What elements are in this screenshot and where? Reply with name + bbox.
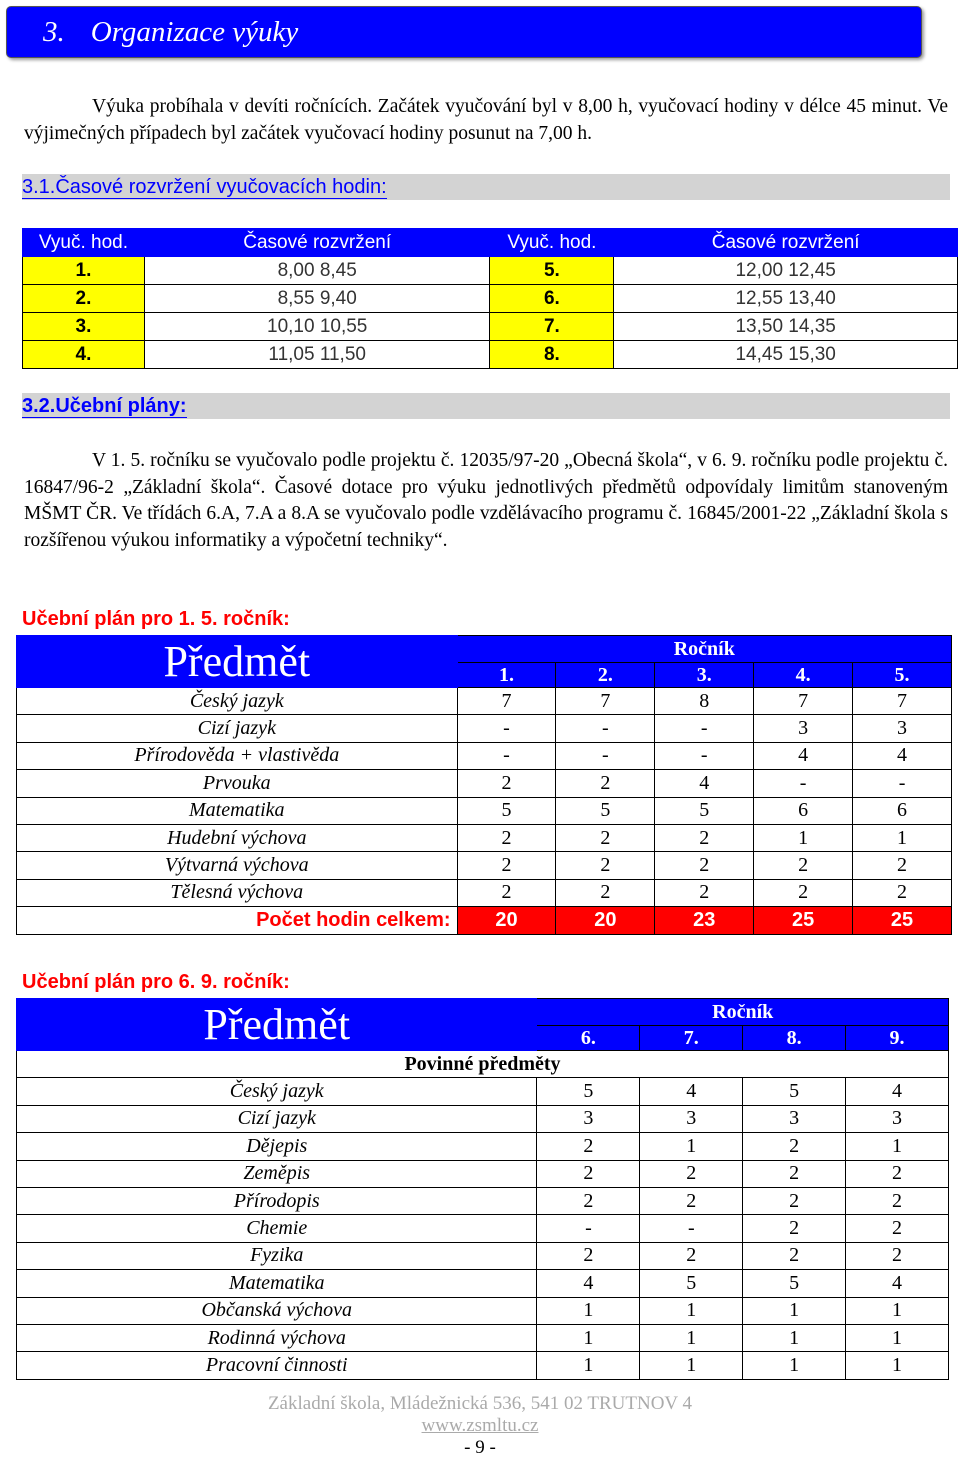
schedule-time-cell: 14,45 15,30 xyxy=(614,341,958,369)
plan2-value-cell: 3 xyxy=(640,1105,743,1132)
plan1-subject-header: Předmět xyxy=(17,636,458,688)
plan1-grade-label: 4. xyxy=(754,663,853,688)
schedule-hour-cell: 5. xyxy=(490,257,614,285)
plan2-value-cell: 2 xyxy=(537,1242,640,1269)
plan1-total-value: 20 xyxy=(457,907,556,934)
plan1-row xyxy=(17,770,952,797)
plan2-value-cell: 2 xyxy=(743,1215,846,1242)
plan2-value-cell: 1 xyxy=(537,1324,640,1351)
plan1-value-cell: - xyxy=(457,742,556,769)
plan1-subject-cell: Cizí jazyk xyxy=(17,715,458,742)
plan2-value-cell: 1 xyxy=(537,1352,640,1379)
plan1-value-cell: 1 xyxy=(853,824,952,851)
plan1-grade-header: Ročník xyxy=(457,636,951,663)
plan1-value-cell: 4 xyxy=(655,770,754,797)
schedule-time-cell: 11,05 11,50 xyxy=(144,341,490,369)
schedule-hour-cell: 4. xyxy=(23,341,145,369)
plan2-grade-label: 7. xyxy=(640,1026,743,1051)
plan2-grade-label: 9. xyxy=(846,1026,949,1051)
plan1-total-value: 25 xyxy=(754,907,853,934)
plan1-row xyxy=(17,879,952,906)
schedule-header-row xyxy=(23,229,958,257)
plan2-value-cell: 2 xyxy=(537,1160,640,1187)
plan1-value-cell: - xyxy=(655,742,754,769)
schedule-time-cell: 10,10 10,55 xyxy=(144,313,490,341)
plan2-value-cell: 2 xyxy=(640,1160,743,1187)
plan2-subject-cell: Přírodopis xyxy=(17,1187,537,1214)
footer-school: Základní škola, Mládežnická 536, 541 02 TRUTNOV 4 xyxy=(267,1393,693,1414)
plan2-row xyxy=(17,1297,949,1324)
schedule-row xyxy=(23,285,958,313)
plan2-value-cell: 3 xyxy=(846,1105,949,1132)
subheading-plans: 3.2.Učební plány: xyxy=(22,393,950,419)
plan1-total-row xyxy=(17,907,952,934)
plan2-value-cell: 5 xyxy=(537,1078,640,1105)
subheading-schedule: 3.1.Časové rozvržení vyučovacích hodin: xyxy=(22,174,950,200)
plan2-subject-cell: Dějepis xyxy=(17,1133,537,1160)
plan2-value-cell: 5 xyxy=(640,1270,743,1297)
plan2-row xyxy=(17,1187,949,1214)
plan2-title: Učební plán pro 6. 9. ročník: xyxy=(22,971,290,993)
plan2-row xyxy=(17,1133,949,1160)
section-title-text: Organizace výuky xyxy=(90,15,299,48)
plan2-value-cell: 2 xyxy=(846,1215,949,1242)
plan1-value-cell: - xyxy=(655,715,754,742)
plan2-value-cell: 2 xyxy=(846,1242,949,1269)
plan1-value-cell: 3 xyxy=(853,715,952,742)
plan1-value-cell: 6 xyxy=(754,797,853,824)
plan1-value-cell: 2 xyxy=(457,879,556,906)
plan2-subject-cell: Fyzika xyxy=(17,1242,537,1269)
plan2-value-cell: 1 xyxy=(846,1352,949,1379)
schedule-time-cell: 13,50 14,35 xyxy=(614,313,958,341)
plan1-grade-label: 2. xyxy=(556,663,655,688)
plan2-row xyxy=(17,1215,949,1242)
plan2-row xyxy=(17,1105,949,1132)
plan1-value-cell: 2 xyxy=(556,770,655,797)
schedule-header: Časové rozvržení xyxy=(614,229,958,257)
plan2-value-cell: 1 xyxy=(743,1352,846,1379)
plan1-row xyxy=(17,688,952,715)
plan1-value-cell: 2 xyxy=(457,824,556,851)
plan2-subject-cell: Matematika xyxy=(17,1270,537,1297)
plan2-subject-cell: Chemie xyxy=(17,1215,537,1242)
footer-url[interactable]: www.zsmltu.cz xyxy=(421,1415,539,1436)
plan1-table xyxy=(16,635,952,935)
plan1-total-value: 25 xyxy=(853,907,952,934)
plan2-value-cell: 2 xyxy=(743,1242,846,1269)
schedule-header: Časové rozvržení xyxy=(144,229,490,257)
plan2-subject-cell: Zeměpis xyxy=(17,1160,537,1187)
plan2-row xyxy=(17,1078,949,1105)
plan2-value-cell: - xyxy=(537,1215,640,1242)
plan2-value-cell: 2 xyxy=(537,1187,640,1214)
plan1-total-value: 20 xyxy=(556,907,655,934)
plan1-subject-cell: Hudební výchova xyxy=(17,824,458,851)
plan1-row xyxy=(17,742,952,769)
plan1-subject-cell: Tělesná výchova xyxy=(17,879,458,906)
plan1-row xyxy=(17,797,952,824)
plan1-value-cell: 2 xyxy=(655,879,754,906)
plan2-value-cell: 3 xyxy=(537,1105,640,1132)
plan2-value-cell: 4 xyxy=(537,1270,640,1297)
plan1-value-cell: 2 xyxy=(853,852,952,879)
schedule-hour-cell: 3. xyxy=(23,313,145,341)
plan2-table xyxy=(16,998,949,1380)
plan2-value-cell: 1 xyxy=(640,1133,743,1160)
plan2-subject-header: Předmět xyxy=(17,999,537,1051)
plan1-value-cell: - xyxy=(457,715,556,742)
plan2-grade-label: 8. xyxy=(743,1026,846,1051)
plan1-value-cell: 7 xyxy=(754,688,853,715)
plan2-section-label: Povinné předměty xyxy=(17,1051,949,1078)
plan2-value-cell: 1 xyxy=(743,1297,846,1324)
plan1-value-cell: 8 xyxy=(655,688,754,715)
plan2-subject-cell: Pracovní činnosti xyxy=(17,1352,537,1379)
footer xyxy=(0,1393,960,1459)
plan1-value-cell: 7 xyxy=(556,688,655,715)
plans-paragraph: V 1. 5. ročníku se vyučovalo podle projektu č. 12035/97-20 „Obecná škola“, v 6. 9. ročníku podle projektu č. 16847/96-2 „Základní škola“. Časové dotace pro výuku jednotlivých předmětů odpovídaly limitům stanoveným MŠMT ČR. Ve třídách 6.A, 7.A a 8.A se vyučovalo podle vzdělávacího programu č. 16845/2001-22 „Základní škola s rozšířenou výukou informatiky a výpočetní techniky“. xyxy=(24,450,948,551)
plan2-value-cell: 2 xyxy=(743,1187,846,1214)
plan2-section-row xyxy=(17,1051,949,1078)
plan1-value-cell: - xyxy=(853,770,952,797)
plan2-value-cell: 4 xyxy=(640,1078,743,1105)
plan1-value-cell: 2 xyxy=(556,824,655,851)
schedule-hour-cell: 2. xyxy=(23,285,145,313)
plan2-row xyxy=(17,1324,949,1351)
plan2-value-cell: 2 xyxy=(743,1160,846,1187)
plan1-value-cell: 6 xyxy=(853,797,952,824)
plan1-value-cell: 2 xyxy=(754,879,853,906)
plan2-subject-cell: Občanská výchova xyxy=(17,1297,537,1324)
section-number: 3. xyxy=(43,15,65,48)
plan1-value-cell: 5 xyxy=(457,797,556,824)
schedule-header: Vyuč. hod. xyxy=(490,229,614,257)
plan1-total-label: Počet hodin celkem: xyxy=(17,907,458,934)
plan2-value-cell: 2 xyxy=(846,1187,949,1214)
plan1-value-cell: 2 xyxy=(754,852,853,879)
schedule-time-cell: 12,00 12,45 xyxy=(614,257,958,285)
plan2-value-cell: 1 xyxy=(846,1133,949,1160)
plan1-value-cell: 2 xyxy=(556,852,655,879)
plan2-grade-label: 6. xyxy=(537,1026,640,1051)
plan2-value-cell: 3 xyxy=(743,1105,846,1132)
plan1-value-cell: 2 xyxy=(655,824,754,851)
schedule-hour-cell: 8. xyxy=(490,341,614,369)
plan1-value-cell: - xyxy=(754,770,853,797)
schedule-row xyxy=(23,257,958,285)
schedule-time-cell: 8,00 8,45 xyxy=(144,257,490,285)
schedule-time-cell: 12,55 13,40 xyxy=(614,285,958,313)
plan2-value-cell: 1 xyxy=(537,1297,640,1324)
plan1-value-cell: 4 xyxy=(853,742,952,769)
plan1-value-cell: 3 xyxy=(754,715,853,742)
plan1-subject-cell: Matematika xyxy=(17,797,458,824)
plan2-value-cell: 1 xyxy=(743,1324,846,1351)
page-number: - 9 - xyxy=(464,1437,496,1458)
plan2-value-cell: 1 xyxy=(846,1297,949,1324)
plan2-subject-cell: Český jazyk xyxy=(17,1078,537,1105)
section-title xyxy=(6,6,922,58)
plan1-value-cell: 2 xyxy=(457,852,556,879)
plan1-value-cell: 2 xyxy=(853,879,952,906)
plan2-value-cell: 1 xyxy=(846,1324,949,1351)
schedule-hour-cell: 1. xyxy=(23,257,145,285)
plan1-grade-label: 1. xyxy=(457,663,556,688)
plan1-row xyxy=(17,715,952,742)
plan1-value-cell: 5 xyxy=(556,797,655,824)
plan1-subject-cell: Výtvarná výchova xyxy=(17,852,458,879)
plan1-row xyxy=(17,852,952,879)
schedule-time-cell: 8,55 9,40 xyxy=(144,285,490,313)
plan2-value-cell: 4 xyxy=(846,1270,949,1297)
plan1-value-cell: 4 xyxy=(754,742,853,769)
plan2-grade-header: Ročník xyxy=(537,999,949,1026)
plan1-value-cell: 2 xyxy=(457,770,556,797)
plan2-row xyxy=(17,1352,949,1379)
plan2-row xyxy=(17,1270,949,1297)
plan2-value-cell: - xyxy=(640,1215,743,1242)
plan1-value-cell: - xyxy=(556,742,655,769)
plan2-value-cell: 2 xyxy=(640,1187,743,1214)
plan1-value-cell: - xyxy=(556,715,655,742)
plan2-value-cell: 5 xyxy=(743,1270,846,1297)
plan2-value-cell: 1 xyxy=(640,1352,743,1379)
plan2-value-cell: 4 xyxy=(846,1078,949,1105)
plan1-row xyxy=(17,824,952,851)
plan1-value-cell: 7 xyxy=(457,688,556,715)
plan1-value-cell: 1 xyxy=(754,824,853,851)
schedule-header: Vyuč. hod. xyxy=(23,229,145,257)
schedule-table xyxy=(22,228,958,369)
plan1-value-cell: 7 xyxy=(853,688,952,715)
plan2-value-cell: 2 xyxy=(640,1242,743,1269)
plan2-value-cell: 1 xyxy=(640,1297,743,1324)
plan2-row xyxy=(17,1242,949,1269)
schedule-hour-cell: 7. xyxy=(490,313,614,341)
plan1-value-cell: 5 xyxy=(655,797,754,824)
plan2-subject-cell: Cizí jazyk xyxy=(17,1105,537,1132)
plan2-subject-cell: Rodinná výchova xyxy=(17,1324,537,1351)
plan2-value-cell: 2 xyxy=(537,1133,640,1160)
plan2-value-cell: 2 xyxy=(846,1160,949,1187)
plan1-total-value: 23 xyxy=(655,907,754,934)
plan2-row xyxy=(17,1160,949,1187)
plan1-value-cell: 2 xyxy=(556,879,655,906)
plan2-value-cell: 2 xyxy=(743,1133,846,1160)
plan2-value-cell: 1 xyxy=(640,1324,743,1351)
plan1-grade-label: 5. xyxy=(853,663,952,688)
plan1-subject-cell: Přírodověda + vlastivěda xyxy=(17,742,458,769)
plan1-value-cell: 2 xyxy=(655,852,754,879)
plan1-grade-label: 3. xyxy=(655,663,754,688)
schedule-row xyxy=(23,313,958,341)
plan1-subject-cell: Prvouka xyxy=(17,770,458,797)
plan2-value-cell: 5 xyxy=(743,1078,846,1105)
plan1-title: Učební plán pro 1. 5. ročník: xyxy=(22,608,290,630)
intro-paragraph: Výuka probíhala v devíti ročnících. Začátek vyučování byl v 8,00 h, vyučovací hodiny v délce 45 minut. Ve výjimečných případech byl začátek vyučovací hodiny posunut na 7,00 h. xyxy=(24,96,948,144)
schedule-hour-cell: 6. xyxy=(490,285,614,313)
schedule-row xyxy=(23,341,958,369)
plan1-subject-cell: Český jazyk xyxy=(17,688,458,715)
